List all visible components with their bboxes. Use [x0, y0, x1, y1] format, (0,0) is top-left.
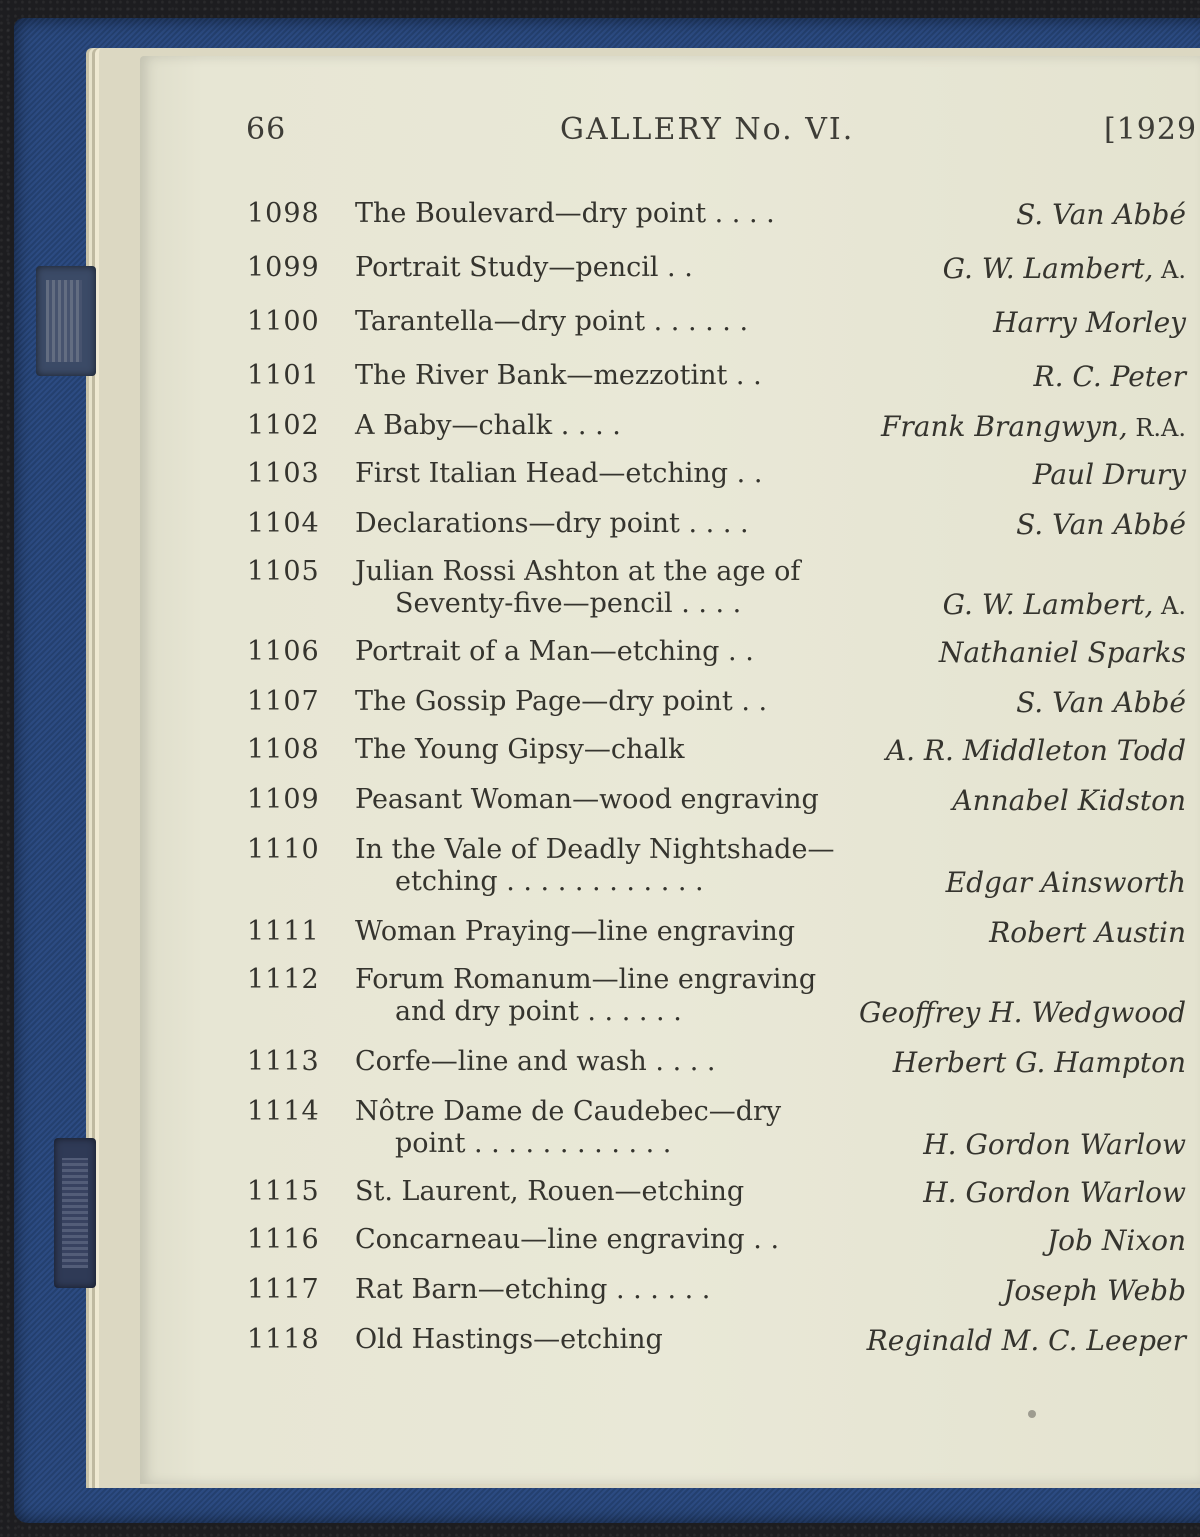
artist-name: Nathaniel Sparks: [938, 636, 1186, 669]
artist-name: R. C. Peter: [1033, 360, 1186, 393]
entry-title-continued: etching . . . . . . . . . . . .: [395, 866, 704, 897]
entry-title: The Boulevard—dry point . . . .: [355, 198, 775, 229]
entry-artist: [1003, 1274, 1186, 1307]
entry-artist: [923, 1176, 1186, 1209]
artist-name: Annabel Kidston: [952, 784, 1186, 817]
entry-number: 1100: [247, 306, 320, 337]
entry-artist: [1047, 1224, 1186, 1257]
entry-title: Concarneau—line engraving . .: [355, 1224, 780, 1255]
entry-number: 1114: [247, 1096, 320, 1127]
entry-title: Old Hastings—etching: [355, 1324, 663, 1355]
artist-name: Herbert G. Hampton: [892, 1046, 1186, 1079]
entry-title-continued: Seventy-five—pencil . . . .: [395, 588, 742, 619]
entry-title: Julian Rossi Ashton at the age of: [355, 556, 801, 587]
entry-number: 1109: [247, 784, 320, 815]
artist-name: Frank Brangwyn,: [880, 410, 1128, 443]
entry-title: Corfe—line and wash . . . .: [355, 1046, 716, 1077]
entry-number: 1108: [247, 734, 320, 765]
artist-name: H. Gordon Warlow: [923, 1128, 1186, 1161]
artist-name: H. Gordon Warlow: [923, 1176, 1186, 1209]
artist-name: Paul Drury: [1032, 458, 1186, 491]
artist-distinction: R.A.: [1127, 414, 1186, 442]
artist-name: S. Van Abbé: [1016, 508, 1186, 541]
entry-number: 1105: [247, 556, 320, 587]
entry-title: In the Vale of Deadly Nightshade—: [355, 834, 835, 865]
entry-number: 1104: [247, 508, 320, 539]
artist-name: S. Van Abbé: [1016, 686, 1186, 719]
entry-artist: [943, 252, 1186, 285]
entry-number: 1099: [247, 252, 320, 283]
entry-artist: [859, 996, 1186, 1029]
entry-number: 1115: [247, 1176, 320, 1207]
entry-artist: [1016, 198, 1186, 231]
entry-title-continued: and dry point . . . . . .: [395, 996, 682, 1027]
artist-name: S. Van Abbé: [1016, 198, 1186, 231]
artist-name: A. R. Middleton Todd: [885, 734, 1186, 767]
entry-artist: [923, 1128, 1186, 1161]
entry-number: 1117: [247, 1274, 320, 1305]
entry-number: 1118: [247, 1324, 320, 1355]
artist-name: Robert Austin: [989, 916, 1186, 949]
artist-distinction: A.: [1153, 592, 1186, 620]
catalogue-year: [1929: [1104, 112, 1198, 147]
entry-artist: [952, 784, 1186, 817]
entry-title: Portrait of a Man—etching . .: [355, 636, 754, 667]
artist-name: G. W. Lambert,: [942, 588, 1154, 621]
entry-title: St. Laurent, Rouen—etching: [355, 1176, 745, 1207]
entry-number: 1110: [247, 834, 320, 865]
paper-speck: [1028, 1410, 1036, 1418]
entry-artist: [1016, 508, 1186, 541]
entry-title: The Young Gipsy—chalk: [355, 734, 685, 765]
entry-title: The River Bank—mezzotint . .: [355, 360, 762, 391]
entry-title: Portrait Study—pencil . .: [355, 252, 693, 283]
entry-title: A Baby—chalk . . . .: [355, 410, 621, 441]
artist-distinction: A.: [1153, 256, 1186, 284]
entry-number: 1106: [247, 636, 320, 667]
entry-number: 1103: [247, 458, 320, 489]
entry-artist: [886, 734, 1186, 767]
entry-artist: [893, 1046, 1186, 1079]
entry-title-continued: point . . . . . . . . . . . .: [395, 1128, 672, 1159]
entry-title: Nôtre Dame de Caudebec—dry: [355, 1096, 782, 1127]
entry-number: 1102: [247, 410, 320, 441]
artist-name: Job Nixon: [1046, 1224, 1186, 1257]
entry-title: Peasant Woman—wood engraving: [355, 784, 819, 815]
entry-title: First Italian Head—etching . .: [355, 458, 763, 489]
entry-title: Declarations—dry point . . . .: [355, 508, 749, 539]
entry-title: Woman Praying—line engraving: [355, 916, 796, 947]
entry-number: 1112: [247, 964, 320, 995]
entry-title: Forum Romanum—line engraving: [355, 964, 817, 995]
entry-number: 1113: [247, 1046, 320, 1077]
entry-number: 1098: [247, 198, 320, 229]
entry-artist: [881, 410, 1186, 443]
entry-artist: [1034, 360, 1186, 393]
entry-artist: [946, 866, 1186, 899]
artist-name: Joseph Webb: [1003, 1274, 1186, 1307]
entry-artist: [989, 916, 1186, 949]
artist-name: Reginald M. C. Leeper: [866, 1324, 1186, 1357]
gallery-title: GALLERY No. VI.: [560, 112, 855, 147]
entry-title: Tarantella—dry point . . . . . .: [355, 306, 749, 337]
entry-artist: [867, 1324, 1186, 1357]
artist-name: Harry Morley: [993, 306, 1186, 339]
entry-title: The Gossip Page—dry point . .: [355, 686, 768, 717]
entry-number: 1101: [247, 360, 320, 391]
entry-title: Rat Barn—etching . . . . . .: [355, 1274, 711, 1305]
artist-name: Geoffrey H. Wedgwood: [858, 996, 1186, 1029]
entry-artist: [939, 636, 1186, 669]
artist-name: Edgar Ainsworth: [945, 866, 1186, 899]
artist-name: G. W. Lambert,: [942, 252, 1154, 285]
entry-artist: [993, 306, 1186, 339]
entry-number: 1107: [247, 686, 320, 717]
entry-number: 1116: [247, 1224, 320, 1255]
entry-artist: [1033, 458, 1186, 491]
entry-artist: [943, 588, 1186, 621]
entry-number: 1111: [247, 916, 320, 947]
page-number: 66: [246, 112, 287, 147]
entry-artist: [1016, 686, 1186, 719]
